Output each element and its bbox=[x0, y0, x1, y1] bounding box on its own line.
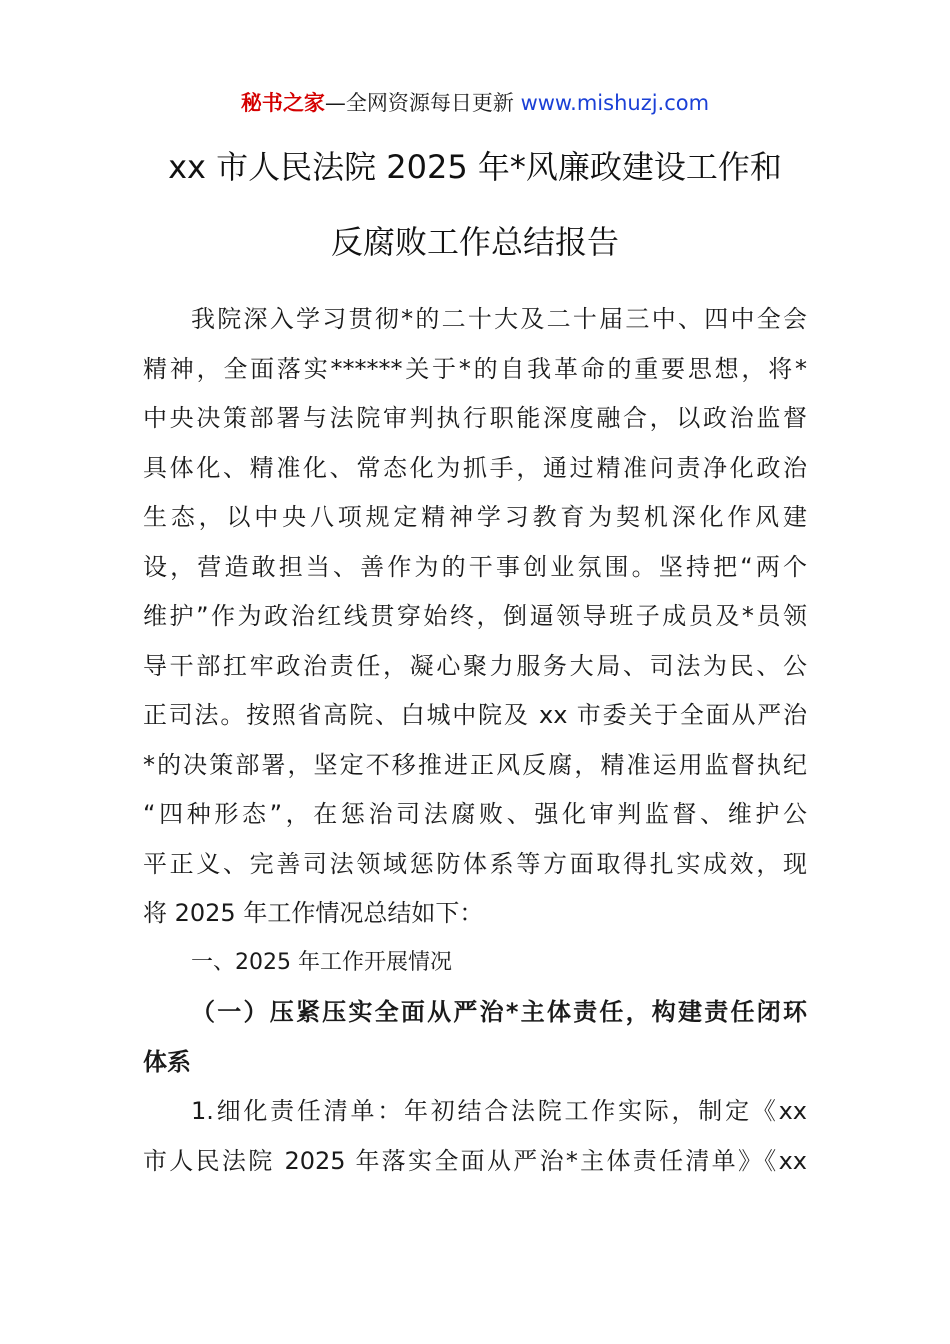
paragraph-line: 导干部扛牢政治责任，凝心聚力服务大局、司法为民、公 bbox=[143, 651, 807, 680]
brand-name: 秘书之家 bbox=[240, 91, 325, 115]
paragraph-line: 我院深入学习贯彻*的二十大及二十届三中、四中全会 bbox=[191, 305, 807, 333]
site-url-link[interactable]: www.mishuzj.com bbox=[520, 91, 710, 115]
paragraph-line: 正司法。按照省高院、白城中院及 xx 市委关于全面从严治 bbox=[143, 701, 807, 729]
document-title-line-2: 反腐败工作总结报告 bbox=[330, 223, 619, 261]
paragraph-line: 具体化、精准化、常态化为抓手，通过精准问责净化政治 bbox=[143, 453, 807, 482]
subsection-heading-line-1: （一）压紧压实全面从严治*主体责任，构建责任闭环 bbox=[191, 998, 807, 1026]
paragraph-line: 设，营造敢担当、善作为的干事创业氛围。坚持把“两个 bbox=[143, 552, 807, 581]
paragraph-line: 平正义、完善司法领域惩防体系等方面取得扎实成效，现 bbox=[143, 849, 807, 878]
item-paragraph-line-1: 1.细化责任清单：年初结合法院工作实际，制定《xx bbox=[191, 1097, 807, 1125]
subsection-heading-line-2: 体系 bbox=[143, 1047, 191, 1076]
paragraph-line: 精神，全面落实******关于*的自我革命的重要思想，将* bbox=[143, 354, 807, 383]
paragraph-line: 中央决策部署与法院审判执行职能深度融合，以政治监督 bbox=[143, 404, 807, 432]
item-paragraph-line-2: 市人民法院 2025 年落实全面从严治*主体责任清单》《xx bbox=[143, 1146, 807, 1175]
paragraph-line: 将 2025 年工作情况总结如下： bbox=[143, 899, 484, 927]
header-tagline: —全网资源每日更新 bbox=[324, 91, 521, 115]
paragraph-line: *的决策部署，坚定不移推进正风反腐，精准运用监督执纪 bbox=[143, 750, 807, 779]
paragraph-line: “四种形态”，在惩治司法腐败、强化审判监督、维护公 bbox=[143, 800, 807, 828]
section-heading: 一、2025 年工作开展情况 bbox=[191, 949, 452, 975]
paragraph-line: 维护”作为政治红线贯穿始终，倒逼领导班子成员及*员领 bbox=[143, 602, 807, 630]
site-header bbox=[0, 88, 950, 118]
document-title-line-1: xx 市人民法院 2025 年*风廉政建设工作和 bbox=[168, 148, 782, 186]
document-body bbox=[143, 297, 807, 1188]
paragraph-line: 生态，以中央八项规定精神学习教育为契机深化作风建 bbox=[143, 503, 807, 531]
